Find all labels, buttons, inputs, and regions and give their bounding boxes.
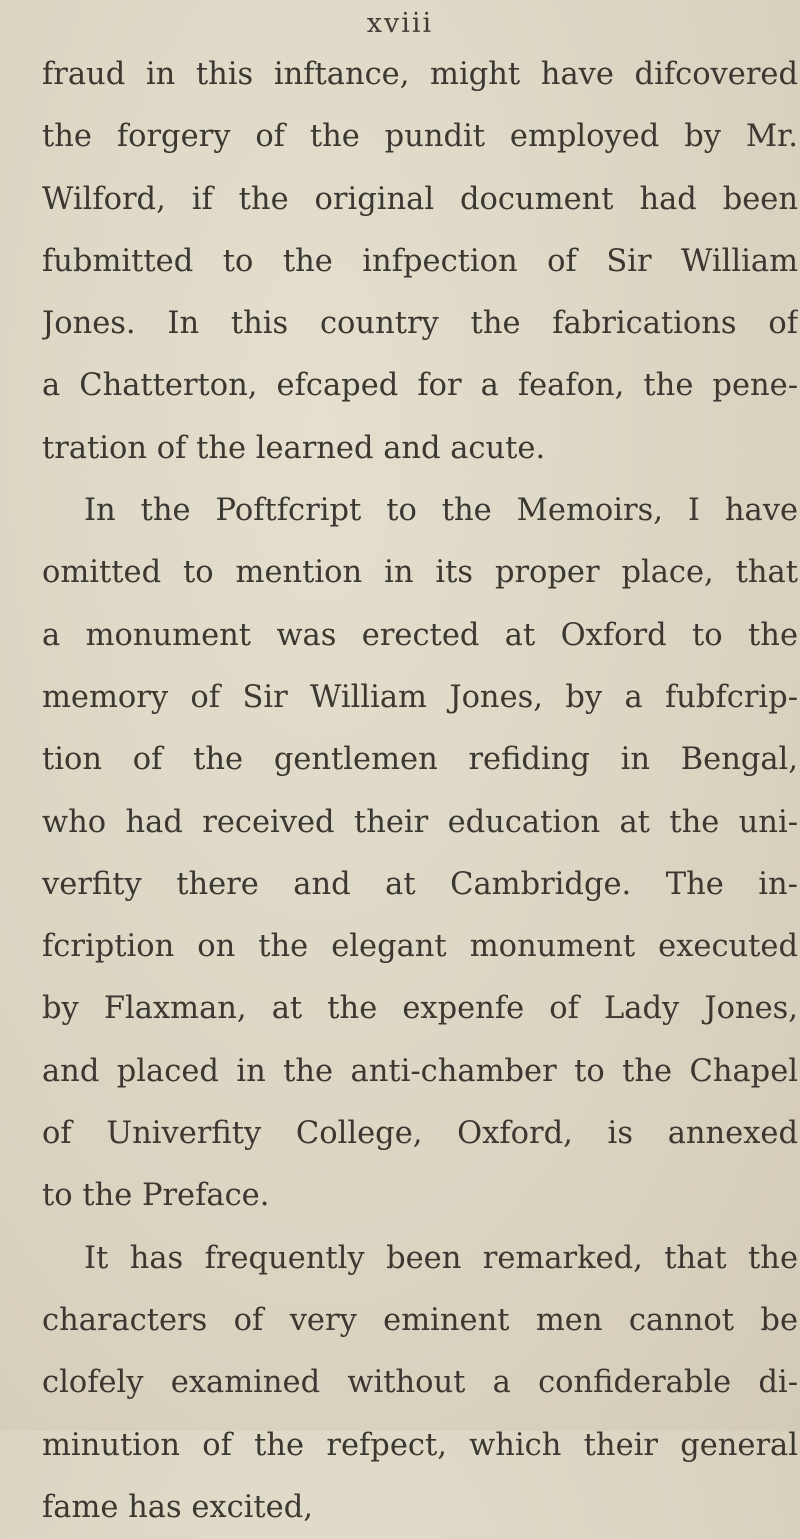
body-text bbox=[42, 44, 798, 1539]
text-line: minution of the refpect, which their general bbox=[42, 1427, 798, 1463]
text-line: characters of very eminent men cannot be bbox=[42, 1302, 798, 1338]
text-line: fubmitted to the infpection of Sir William bbox=[42, 243, 798, 279]
text-line: by Flaxman, at the expenfe of Lady Jones, bbox=[42, 991, 798, 1027]
text-line: tration of the learned and acute. bbox=[42, 430, 546, 466]
text-line: verfity there and at Cambridge. The in- bbox=[42, 866, 798, 902]
text-line: It has frequently been remarked, that the bbox=[84, 1240, 798, 1276]
text-line: a Chatterton, efcaped for a feafon, the pene- bbox=[42, 368, 798, 404]
text-line: the forgery of the pundit employed by Mr. bbox=[42, 119, 798, 155]
text-line: clofely examined without a confiderable di- bbox=[42, 1365, 798, 1401]
text-line: a monument was erected at Oxford to the bbox=[42, 617, 798, 653]
text-line: fame has excited, bbox=[42, 1489, 313, 1525]
text-line: fraud in this inftance, might have difcovered bbox=[42, 57, 798, 92]
text-line: tion of the gentlemen refiding in Bengal, bbox=[42, 742, 798, 778]
text-line: Jones. In this country the fabrications of bbox=[42, 306, 798, 342]
text-line: of Univerfity College, Oxford, is annexed bbox=[42, 1116, 798, 1152]
text-line: memory of Sir William Jones, by a fubfcrip- bbox=[42, 679, 798, 715]
text-line: fcription on the elegant monument executed bbox=[42, 929, 798, 965]
text-line: who had received their education at the uni- bbox=[42, 804, 798, 840]
text-line: and placed in the anti-chamber to the Chapel bbox=[42, 1053, 798, 1089]
text-line: omitted to mention in its proper place, that bbox=[42, 555, 798, 591]
page-number: xviii bbox=[366, 8, 434, 39]
text-line: In the Poftfcript to the Memoirs, I have bbox=[84, 493, 798, 529]
text-line: Wilford, if the original document had been bbox=[42, 181, 798, 217]
text-line: to the Preface. bbox=[42, 1178, 270, 1214]
